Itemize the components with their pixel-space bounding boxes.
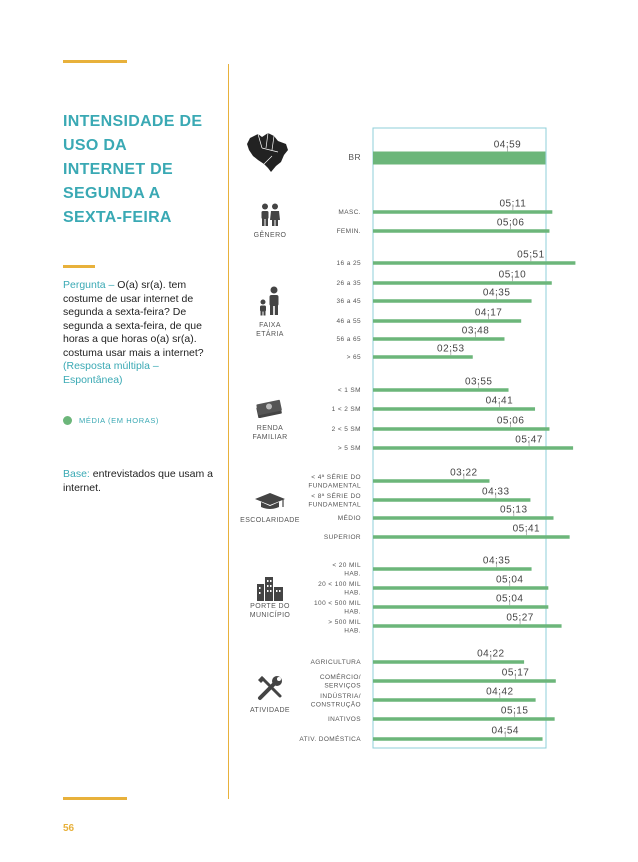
value-label: 05:06	[496, 217, 525, 229]
category-label: CONSTRUÇÃO	[310, 701, 361, 709]
bar	[373, 717, 555, 721]
value-label: 05:10	[498, 269, 527, 281]
category-label: > 500 MIL	[328, 618, 361, 626]
category-label: HAB.	[344, 570, 361, 578]
value-label: 03:48	[461, 325, 490, 337]
category-label: < 4ª SÉRIE DO	[311, 473, 361, 481]
category-label: 16 a 25	[336, 260, 361, 268]
question-note: (Resposta múltipla – Espontânea)	[63, 360, 159, 386]
value-label: 05:47	[515, 434, 543, 446]
value-label: 04:54	[491, 725, 520, 737]
value-label: 04:42	[486, 686, 514, 698]
bar	[373, 229, 549, 233]
category-label: > 65	[346, 354, 361, 362]
bar	[373, 679, 556, 683]
value-label: 04:41	[485, 395, 514, 407]
bar	[373, 319, 521, 323]
question-body: O(a) sr(a). tem costume de usar internet de segunda a sexta-feira? De segunda a sexta-feira, de que horas a que horas o(a) sr(a). costuma usar mais a internet?	[63, 279, 204, 359]
bar	[373, 586, 548, 590]
category-label: < 8ª SÉRIE DO	[311, 492, 361, 500]
bar	[373, 261, 575, 265]
category-label: FEMIN.	[336, 228, 361, 236]
category-label: 20 < 100 MIL	[318, 580, 361, 588]
bar	[373, 407, 535, 411]
category-label: HAB.	[344, 589, 361, 597]
bar	[373, 355, 473, 359]
bar	[373, 605, 548, 609]
value-label: 02:53	[437, 343, 465, 355]
bar	[373, 152, 545, 165]
value-label: 04:33	[482, 486, 510, 498]
category-label: AGRICULTURA	[310, 659, 361, 667]
category-label: HAB.	[344, 608, 361, 616]
category-label: < 1 SM	[337, 387, 361, 395]
value-label: 05:27	[506, 612, 534, 624]
page-title: INTENSIDADE DE USO DA INTERNET DE SEGUNDA A SEXTA-FEIRA	[63, 113, 203, 226]
category-label: BR	[348, 152, 361, 163]
page-number: 56	[63, 823, 75, 834]
category-label: < 20 MIL	[332, 561, 361, 569]
category-label: FUNDAMENTAL	[308, 482, 361, 490]
base-label: Base:	[63, 468, 90, 480]
base-body: entrevistados que usam a internet.	[63, 468, 214, 494]
value-label: 04:22	[477, 648, 505, 660]
value-label: 05:51	[517, 249, 545, 261]
group-label-line: PORTE DO	[250, 603, 290, 610]
category-label: HAB.	[344, 627, 361, 635]
group-label-line: FAIXA	[259, 322, 281, 329]
bar	[373, 737, 543, 741]
question-label: Pergunta –	[63, 279, 115, 291]
value-label: 05:13	[500, 504, 528, 516]
value-label: 03:55	[464, 376, 493, 388]
value-label: 05:11	[499, 198, 527, 210]
category-label: 1 < 2 SM	[331, 406, 361, 414]
category-label: FUNDAMENTAL	[308, 501, 361, 509]
group-label-line: GÊNERO	[253, 232, 287, 239]
category-label: 26 a 35	[336, 280, 361, 288]
group-label-line: RENDA	[256, 425, 284, 432]
value-label: 05:15	[500, 705, 529, 717]
category-label: INATIVOS	[327, 716, 361, 724]
category-label: 56 a 65	[336, 336, 361, 344]
bar	[373, 299, 532, 303]
category-label: 100 < 500 MIL	[314, 599, 361, 607]
bar	[373, 337, 504, 341]
bar	[373, 446, 573, 450]
bar	[373, 698, 536, 702]
category-label: 46 a 55	[336, 318, 361, 326]
group-label-line: ATIVIDADE	[249, 707, 291, 714]
group-label-line: ETÁRIA	[256, 331, 284, 338]
category-label: SUPERIOR	[323, 534, 361, 542]
category-label: > 5 SM	[337, 445, 361, 453]
group-label-line: ESCOLARIDADE	[240, 517, 300, 524]
value-label: 05:06	[496, 415, 525, 427]
group-label-line: FAMILIAR	[252, 434, 288, 441]
bar	[373, 210, 552, 214]
category-label: INDÚSTRIA/	[320, 692, 361, 700]
value-label: 05:17	[501, 667, 530, 679]
group-label-line: MUNICÍPIO	[249, 612, 291, 619]
category-label: MÉDIO	[337, 515, 361, 523]
category-label: ATIV. DOMÉSTICA	[299, 736, 361, 744]
value-label: 04:35	[482, 555, 511, 567]
value-label: 03:22	[450, 467, 478, 479]
bar	[373, 427, 549, 431]
bar	[373, 281, 552, 285]
value-label: 04:35	[482, 287, 511, 299]
value-label: 05:41	[512, 523, 541, 535]
category-label: MASC.	[338, 209, 361, 217]
category-label: 2 < 5 SM	[331, 426, 361, 434]
bar	[373, 624, 562, 628]
bar	[373, 535, 570, 539]
category-label: COMÉRCIO/	[319, 673, 361, 681]
bar	[373, 567, 532, 571]
bar	[373, 660, 524, 664]
value-label: 04:59	[493, 139, 522, 151]
category-label: 36 a 45	[336, 298, 361, 306]
bar	[373, 516, 554, 520]
value-label: 05:04	[495, 574, 524, 586]
bar	[373, 479, 489, 483]
category-label: SERVIÇOS	[324, 682, 361, 690]
legend-label: MÉDIA (EM HORAS)	[79, 416, 160, 425]
bar	[373, 498, 530, 502]
bar	[373, 388, 509, 392]
value-label: 04:17	[474, 307, 503, 319]
value-label: 05:04	[495, 593, 524, 605]
